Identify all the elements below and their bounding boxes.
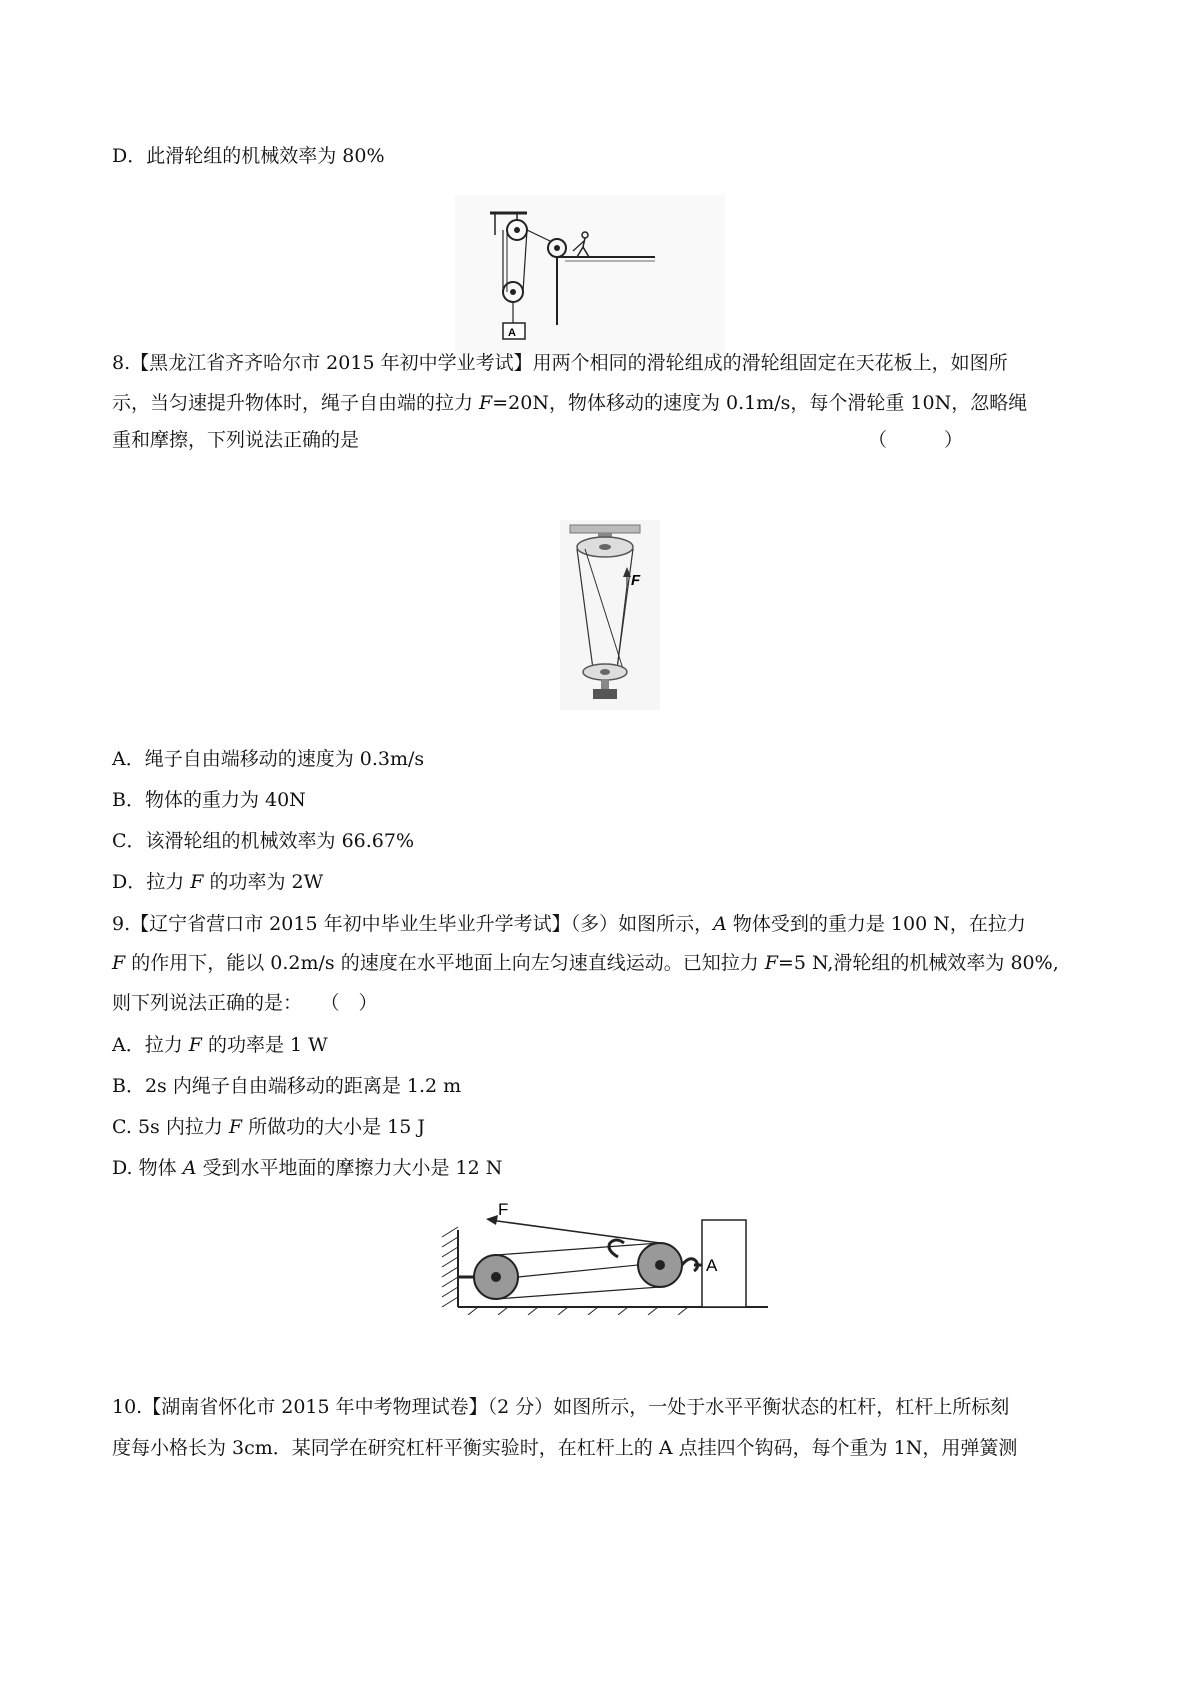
q9-stem-text-2a: 的作用下，能以 0.2m/s 的速度在水平地面上向左匀速直线运动。已知拉力 <box>125 952 765 974</box>
q9-option-a-text-a: A．拉力 <box>112 1034 189 1056</box>
figure-q8-pulley <box>555 515 665 715</box>
q9-option-d-object: A <box>182 1157 197 1179</box>
q9-option-c-force: F <box>228 1116 243 1138</box>
q9-option-d-text-a: D. 物体 <box>112 1157 183 1179</box>
q8-stem-line1 <box>112 349 1008 377</box>
q9-stem-text-1a: （多）如图所示， <box>570 913 714 935</box>
q9-option-c-text-b: 所做功的大小是 15 J <box>242 1116 425 1138</box>
q8-option-d-force: F <box>190 871 204 893</box>
q10-number: 10. <box>112 1396 143 1418</box>
q9-stem-line3 <box>112 989 378 1017</box>
q9-stem-line1 <box>112 910 1026 938</box>
q9-option-d-text-b: 受到水平地面的摩擦力大小是 12 N <box>196 1157 503 1179</box>
q9-option-a-text-b: 的功率是 1 W <box>201 1034 328 1056</box>
figure-q7-pulley <box>455 195 725 355</box>
figure-label-f: F <box>498 1200 509 1219</box>
q8-option-d[interactable] <box>112 868 323 896</box>
q10-stem-line1 <box>112 1393 1009 1421</box>
q8-option-c[interactable]: C．该滑轮组的机械效率为 66.67% <box>112 830 415 852</box>
q8-answer-paren[interactable]: （ ） <box>868 429 964 451</box>
q8-source: 【黑龙江省齐齐哈尔市 2015 年初中学业考试】 <box>130 352 533 374</box>
q9-stem-force: F <box>112 952 126 974</box>
figure-q9-pulley <box>438 1195 778 1315</box>
q8-option-a[interactable]: A．绳子自由端移动的速度为 0.3m/s <box>112 748 425 770</box>
q7-option-d[interactable]: D．此滑轮组的机械效率为 80% <box>112 145 385 167</box>
q8-option-b[interactable]: B．物体的重力为 40N <box>112 789 306 811</box>
q8-stem-text-2a: 示，当匀速提升物体时，绳子自由端的拉力 <box>112 392 480 414</box>
q9-stem-object: A <box>713 913 727 935</box>
q9-option-c[interactable] <box>112 1113 425 1141</box>
q8-stem-text-1: 用两个相同的滑轮组成的滑轮组固定在天花板上，如图所 <box>532 352 1008 374</box>
q8-stem-text-2b: =20N，物体移动的速度为 0.1m/s，每个滑轮重 10N，忽略绳 <box>492 392 1028 414</box>
q9-stem-text-3: 则下列说法正确的是： <box>112 992 303 1014</box>
q9-stem-text-1b: 物体受到的重力是 100 N，在拉力 <box>726 913 1026 935</box>
q9-source: 【辽宁省营口市 2015 年初中毕业生毕业升学考试】 <box>130 913 571 935</box>
q8-stem-line3: 重和摩擦，下列说法正确的是 <box>112 429 360 451</box>
q9-option-a-force: F <box>188 1034 202 1056</box>
q9-stem-line2 <box>112 949 1059 977</box>
q9-option-b[interactable]: B．2s 内绳子自由端移动的距离是 1.2 m <box>112 1075 462 1097</box>
q8-stem-line2 <box>112 389 1027 417</box>
q9-option-c-text-a: C. 5s 内拉力 <box>112 1116 229 1138</box>
q8-stem-force: F <box>479 392 493 414</box>
q8-option-d-text-b: 的功率为 2W <box>203 871 324 893</box>
q8-number: 8. <box>112 352 131 374</box>
q9-stem-force-2: F <box>764 952 778 974</box>
q9-number: 9. <box>112 913 131 935</box>
q9-option-d[interactable] <box>112 1154 502 1182</box>
q10-source: 【湖南省怀化市 2015 年中考物理试卷】 <box>142 1396 488 1418</box>
figure-label-a: A <box>508 327 516 339</box>
figure-label-f: F <box>631 572 641 589</box>
q9-stem-text-2b: =5 N,滑轮组的机械效率为 80%, <box>777 952 1059 974</box>
q9-answer-paren[interactable]: （ ） <box>330 992 378 1014</box>
q10-stem-text-1: （2 分）如图所示，一处于水平平衡状态的杠杆，杠杆上所标刻 <box>487 1396 1010 1418</box>
q8-option-d-text-a: D．拉力 <box>112 871 191 893</box>
q9-option-a[interactable] <box>112 1031 328 1059</box>
figure-label-a: A <box>706 1256 718 1275</box>
q10-stem-line2: 度每小格长为 3cm．某同学在研究杠杆平衡实验时，在杠杆上的 A 点挂四个钩码，每个重为 1N，用弹簧测 <box>112 1437 1018 1459</box>
